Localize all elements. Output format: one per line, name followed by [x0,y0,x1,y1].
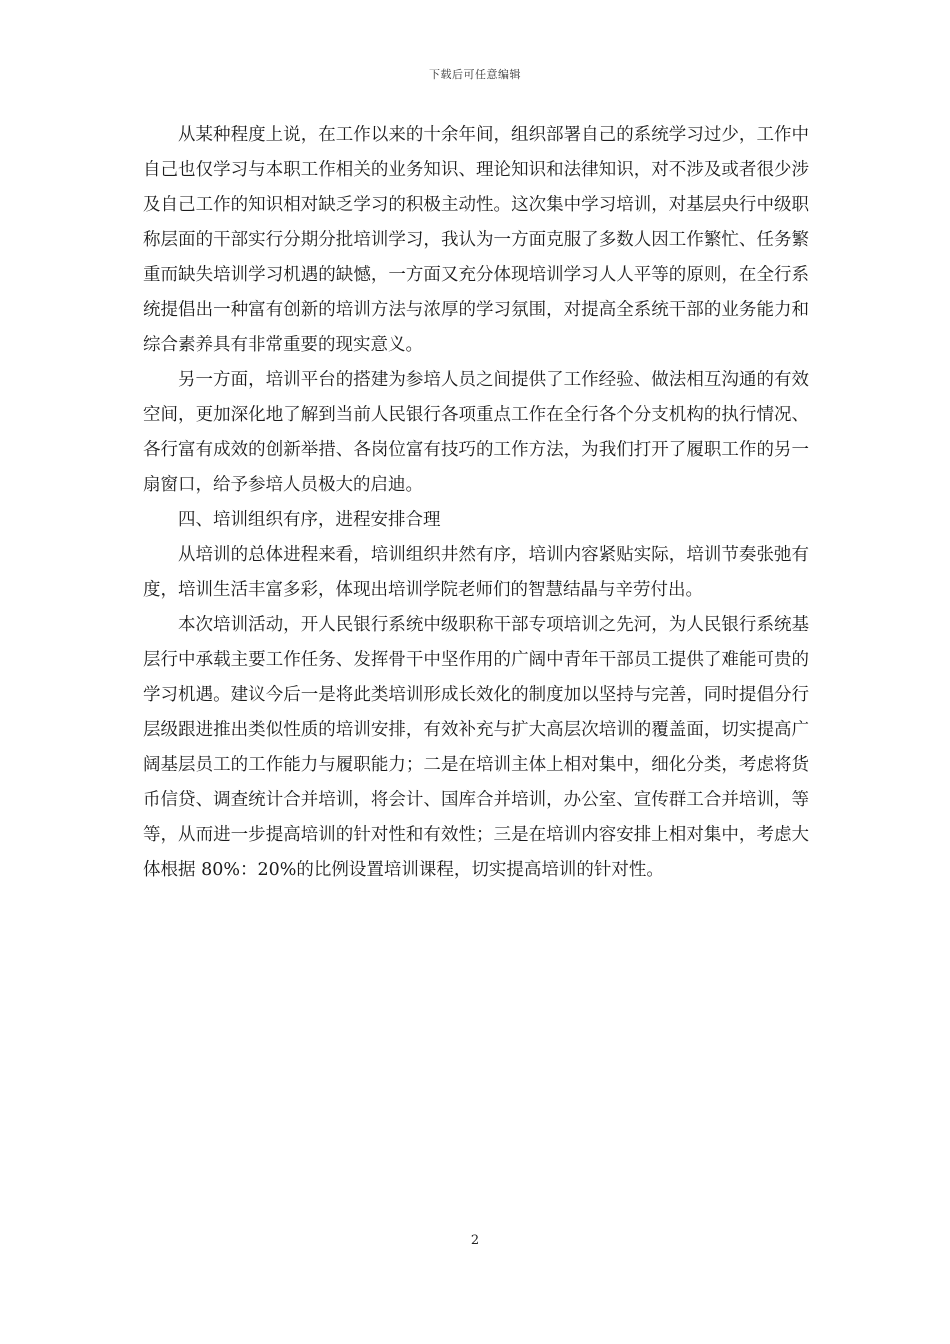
paragraph-1: 从某种程度上说，在工作以来的十余年间，组织部署自己的系统学习过少，工作中自己也仅学习与本职工作相关的业务知识、理论知识和法律知识，对不涉及或者很少涉及自己工作的知识相对缺乏学习的积极主动性。这次集中学习培训，对基层央行中级职称层面的干部实行分期分批培训学习，我认为一方面克服了多数人因工作繁忙、任务繁重而缺失培训学习机遇的缺憾，一方面又充分体现培训学习人人平等的原则，在全行系统提倡出一种富有创新的培训方法与浓厚的学习氛围，对提高全系统干部的业务能力和综合素养具有非常重要的现实意义。 [143,125,809,355]
page-number: 2 [470,1233,480,1248]
paragraph-3: 从培训的总体进程来看，培训组织井然有序，培训内容紧贴实际，培训节奏张弛有度，培训生活丰富多彩，体现出培训学院老师们的智慧结晶与辛劳付出。 [143,545,809,600]
header-note: 下载后可任意编辑 [429,68,521,81]
section-heading-4: 四、培训组织有序，进程安排合理 [178,510,441,530]
body-text [143,118,809,888]
paragraph-2: 另一方面，培训平台的搭建为参培人员之间提供了工作经验、做法相互沟通的有效空间，更加深化地了解到当前人民银行各项重点工作在全行各个分支机构的执行情况、各行富有成效的创新举措、各岗位富有技巧的工作方法，为我们打开了履职工作的另一扇窗口，给予参培人员极大的启迪。 [143,370,809,495]
paragraph-4: 本次培训活动，开人民银行系统中级职称干部专项培训之先河，为人民银行系统基层行中承载主要工作任务、发挥骨干中坚作用的广阔中青年干部员工提供了难能可贵的学习机遇。建议今后一是将此类培训形成长效化的制度加以坚持与完善，同时提倡分行层级跟进推出类似性质的培训安排，有效补充与扩大高层次培训的覆盖面，切实提高广阔基层员工的工作能力与履职能力；二是在培训主体上相对集中，细化分类，考虑将货币信贷、调查统计合并培训，将会计、国库合并培训，办公室、宣传群工合并培训，等等，从而进一步提高培训的针对性和有效性；三是在培训内容安排上相对集中，考虑大体根据 80%：20%的比例设置培训课程，切实提高培训的针对性。 [143,615,809,880]
